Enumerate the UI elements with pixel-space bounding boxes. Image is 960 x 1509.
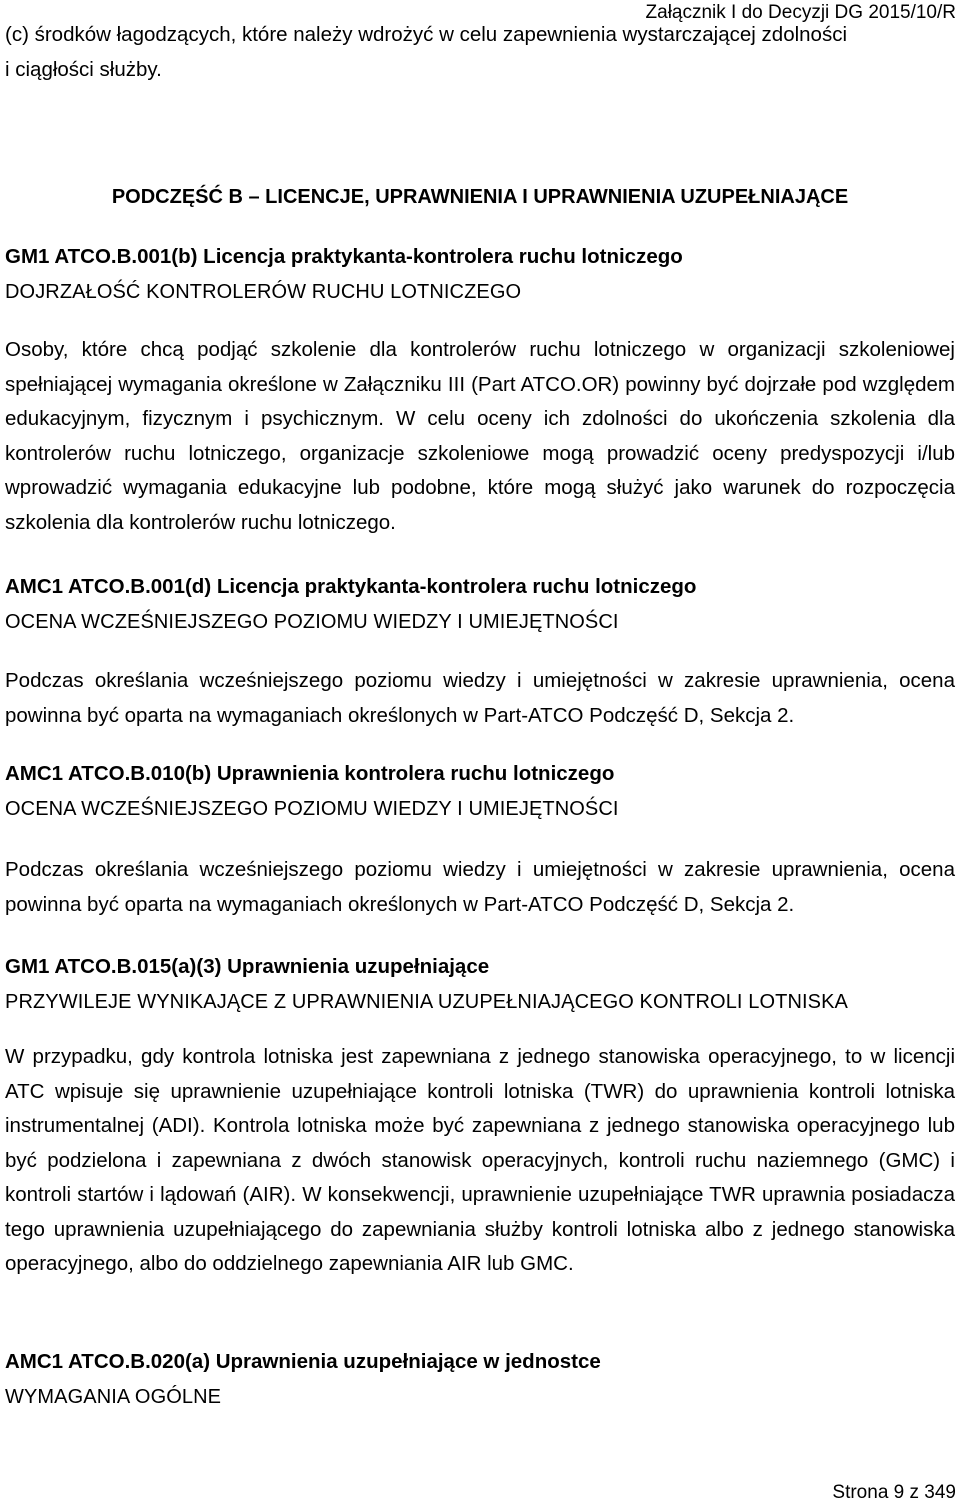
section-code: AMC1 ATCO.B.020(a) Uprawnienia uzupełniające w jednostce [5,1350,601,1373]
section-heading [5,570,955,639]
section-heading [5,950,955,1019]
section-body: W przypadku, gdy kontrola lotniska jest zapewniana z jednego stanowiska operacyjnego, to w licencji ATC wpisuje się uprawnienie uzupełniające kontroli lotniska (TWR) do uprawnienia kontroli lotniska instrumentalnej (ADI). Kontrola lotniska może być zapewniana z jednego stanowiska operacyjnego lub być podzielona i zapewniana z dwóch stanowisk operacyjnych, kontroli ruchu naziemnego (GMC) i kontroli startów i lądowań (AIR). W konsekwencji, uprawnienie uzupełniające TWR uprawnia posiadacza tego uprawnienia uzupełniającego do zapewniania służby kontroli lotniska albo z jednego stanowiska operacyjnego, albo do oddzielnego zapewniania AIR lub GMC. [5,1045,955,1275]
section-subtitle: OCENA WCZEŚNIEJSZEGO POZIOMU WIEDZY I UMIEJĘTNOŚCI [5,610,619,633]
section-subtitle: WYMAGANIA OGÓLNE [5,1385,222,1408]
section-subtitle: PRZYWILEJE WYNIKAJĄCE Z UPRAWNIENIA UZUPEŁNIAJĄCEGO KONTROLI LOTNISKA [5,990,848,1013]
section-body: Podczas określania wcześniejszego poziomu wiedzy i umiejętności w zakresie uprawnienia, ocena powinna być oparta na wymaganiach określonych w Part-ATCO Podczęść D, Sekcja 2. [5,858,955,916]
section-code: GM1 ATCO.B.001(b) Licencja praktykanta-kontrolera ruchu lotniczego [5,245,683,268]
section-subtitle: OCENA WCZEŚNIEJSZEGO POZIOMU WIEDZY I UMIEJĘTNOŚCI [5,797,619,820]
section-body: Podczas określania wcześniejszego poziomu wiedzy i umiejętności w zakresie uprawnienia, ocena powinna być oparta na wymaganiach określonych w Part-ATCO Podczęść D, Sekcja 2. [5,669,955,727]
section-heading [5,1345,955,1414]
section-heading [5,757,955,826]
section-subtitle: DOJRZAŁOŚĆ KONTROLERÓW RUCHU LOTNICZEGO [5,280,522,303]
intro-paragraph [5,18,955,87]
section-body: Osoby, które chcą podjąć szkolenie dla kontrolerów ruchu lotniczego w organizacji szkoleniowej spełniającej wymagania określone w Załączniku III (Part ATCO.OR) powinny być dojrzałe pod względem edukacyjnym, fizycznym i psychicznym. W celu oceny ich zdolności do ukończenia szkolenia dla kontrolerów ruchu lotniczego, organizacje szkoleniowe mogą prowadzić oceny predyspozycji i/lub wprowadzić wymagania edukacyjne lub podobne, które mogą służyć jako warunek do rozpoczęcia szkolenia dla kontrolerów ruchu lotniczego. [5,338,955,534]
section-code: AMC1 ATCO.B.001(d) Licencja praktykanta-kontrolera ruchu lotniczego [5,575,697,598]
document-reference-header: Załącznik I do Decyzji DG 2015/10/R [645,2,956,23]
intro-line: (c) środków łagodzących, które należy wdrożyć w celu zapewnienia wystarczającej zdolności [5,23,848,46]
intro-line: i ciągłości służby. [5,57,162,81]
part-title: PODCZĘŚĆ B – LICENCJE, UPRAWNIENIA I UPRAWNIENIA UZUPEŁNIAJĄCE [111,186,849,208]
section-code: AMC1 ATCO.B.010(b) Uprawnienia kontrolera ruchu lotniczego [5,762,615,785]
page-number: Strona 9 z 349 [832,1482,956,1503]
section-code: GM1 ATCO.B.015(a)(3) Uprawnienia uzupełniające [5,955,490,978]
section-heading [5,240,955,309]
